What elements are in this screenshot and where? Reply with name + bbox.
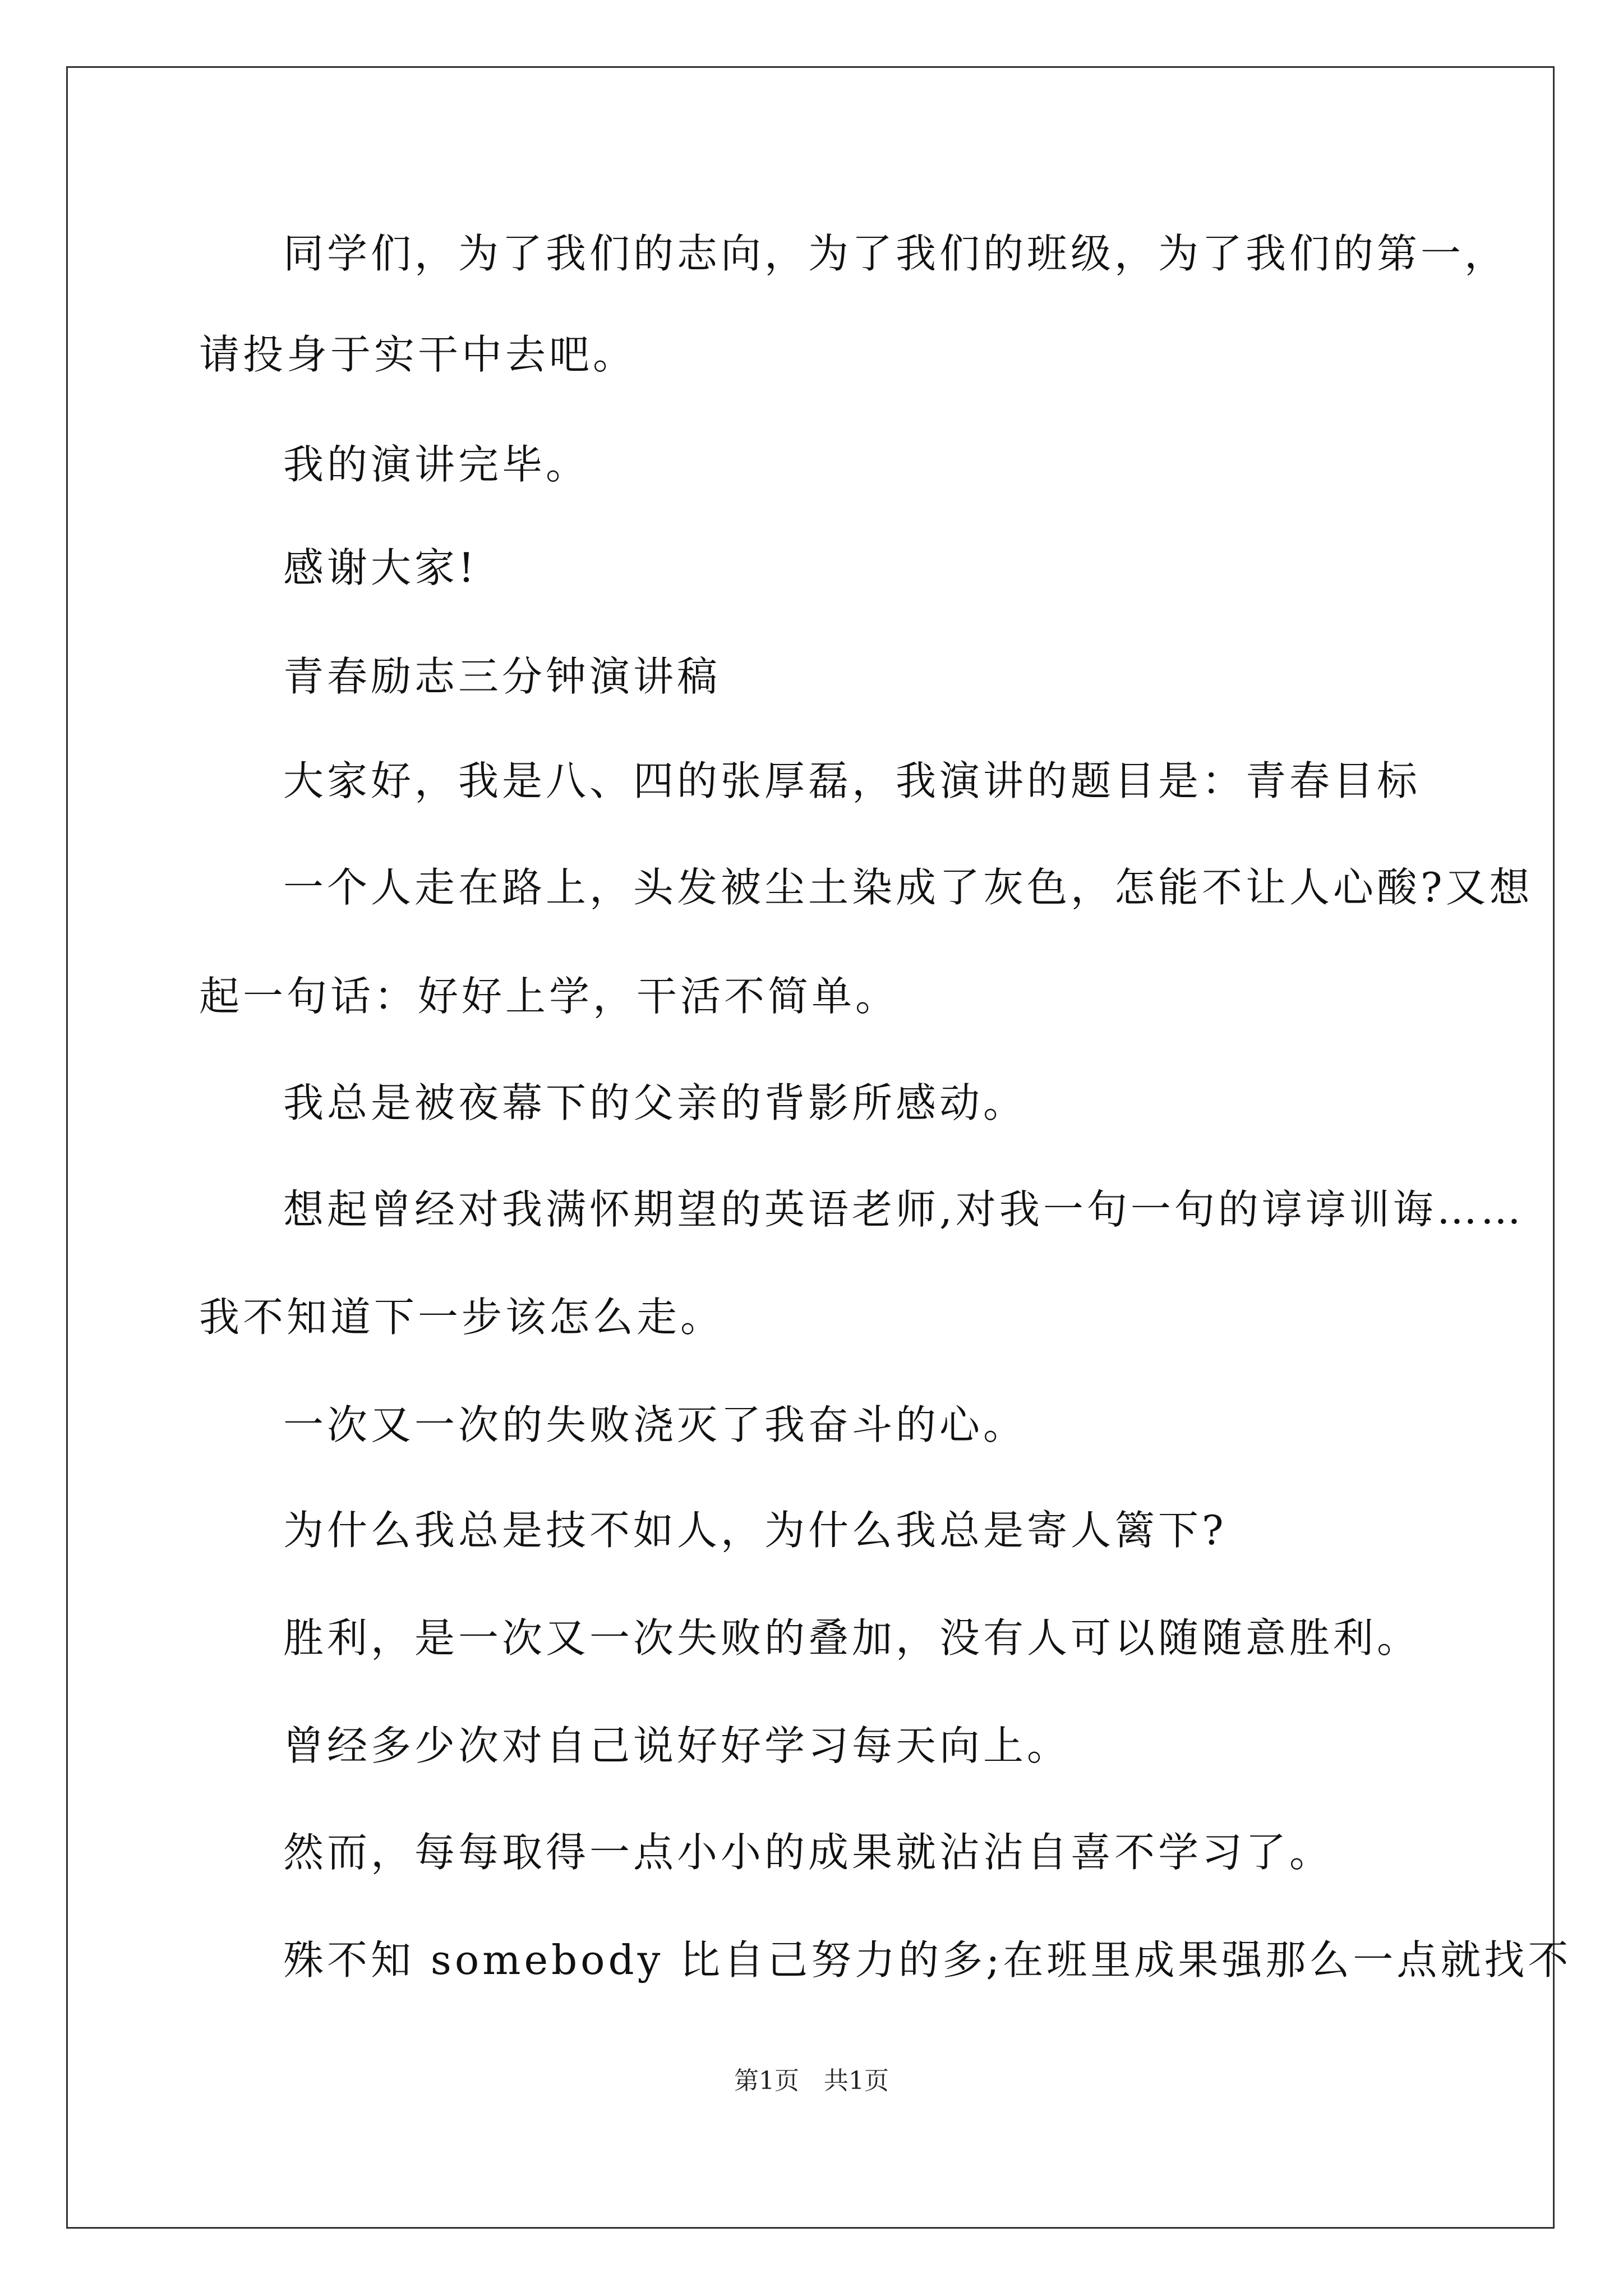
paragraph-line: 青春励志三分钟演讲稿 (283, 653, 721, 700)
paragraph-line: 想起曾经对我满怀期望的英语老师,对我一句一句的谆谆训诲…… (283, 1186, 1524, 1233)
paragraph-line: 一个人走在路上，头发被尘土染成了灰色，怎能不让人心酸?又想 (283, 864, 1533, 911)
paragraph-line: 我的演讲完毕。 (283, 441, 590, 488)
paragraph-line: 为什么我总是技不如人，为什么我总是寄人篱下? (283, 1507, 1227, 1554)
paragraph-line: 起一句话：好好上学，干活不简单。 (199, 973, 900, 1020)
paragraph-line: 请投身于实干中去吧。 (199, 331, 637, 378)
paragraph-line: 曾经多少次对自己说好好学习每天向上。 (283, 1722, 1071, 1769)
page-footer: 第1页 共1页 (734, 2067, 889, 2095)
page-frame (66, 66, 1555, 2229)
paragraph-line: 胜利，是一次又一次失败的叠加，没有人可以随随意胜利。 (283, 1614, 1421, 1662)
paragraph-line: 我不知道下一步该怎么走。 (199, 1294, 725, 1341)
paragraph-line: 感谢大家! (283, 544, 478, 591)
paragraph-line: 大家好，我是八、四的张厚磊，我演讲的题目是：青春目标 (283, 757, 1421, 804)
paragraph-line: 殊不知 somebody 比自己努力的多;在班里成果强那么一点就找不 (283, 1936, 1572, 1984)
paragraph-line: 然而，每每取得一点小小的成果就沾沾自喜不学习了。 (283, 1829, 1334, 1876)
paragraph-line: 一次又一次的失败浇灭了我奋斗的心。 (283, 1401, 1027, 1448)
paragraph-line: 同学们，为了我们的志向，为了我们的班级，为了我们的第一， (283, 230, 1509, 277)
paragraph-line: 我总是被夜幕下的父亲的背影所感动。 (283, 1079, 1027, 1126)
